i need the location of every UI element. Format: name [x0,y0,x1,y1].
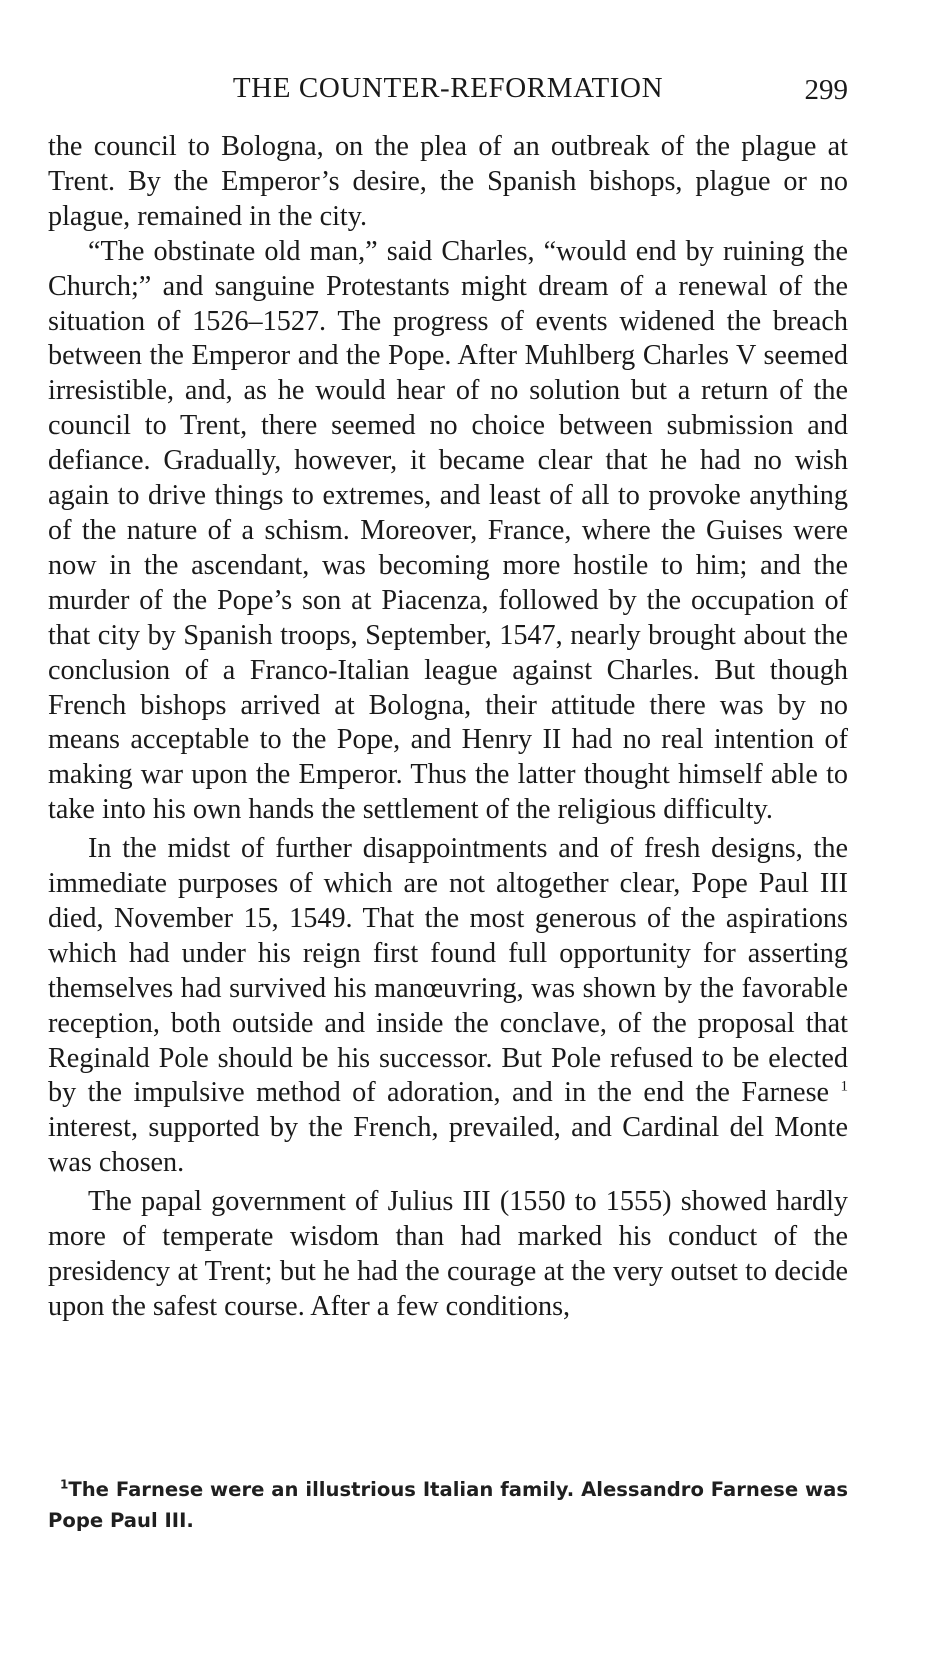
paragraph-3 [48,832,848,1181]
footnote [48,1474,848,1536]
paragraph-1: the council to Bologna, on the plea of an outbreak of the plague at Trent. By the Emperor’s desire, the Spanish bishops, plague or no plague, remained in the city. [48,131,848,232]
running-title: THE COUNTER-REFORMATION [232,72,664,104]
footnote-text: The Farnese were an illustrious Italian family. Alessandro Farnese was Pope Paul III. [48,1478,848,1532]
running-head [48,68,848,112]
body-text [48,130,848,1325]
footnote-marker: 1 [60,1477,69,1492]
paragraph-2: “The obstinate old man,” said Charles, “would end by ruining the Church;” and sanguine Protestants might dream of a renewal of the situation of 1526–1527. The progress of events widened the breach between the Emperor and the Pope. After Muhlberg Charles V seemed irresistible, and, as he would hear of no solution but a return of the council to Trent, there seemed no choice between submission and defiance. Gradually, however, it became clear that he had no wish again to drive things to extremes, and least of all to provoke anything of the nature of a schism. Moreover, France, where the Guises were now in the ascendant, was becoming more hostile to him; and the murder of the Pope’s son at Piacenza, followed by the occupation of that city by Spanish troops, September, 1547, nearly brought about the conclusion of a Franco-Italian league against Charles. But though French bishops arrived at Bologna, their attitude there was by no means acceptable to the Pope, and Henry II had no real intention of making war upon the Emperor. Thus the latter thought himself able to take into his own hands the settlement of the religious difficulty. [48,235,848,826]
paragraph-3-continuation: interest, supported by the French, prevailed, and Cardinal del Monte was chosen. [48,1112,848,1179]
book-page [48,0,848,1663]
page-number: 299 [804,74,848,106]
footnote-reference: 1 [840,1079,849,1096]
paragraph-4: The papal government of Julius III (1550 to 1555) showed hardly more of temperate wisdom than had marked his conduct of the presidency at Trent; but he had the courage at the very outset to decide upon the safest course. After a few conditions, [48,1186,848,1322]
paragraph-3-text: In the midst of further disappointments and of fresh designs, the immediate purposes of which are not altogether clear, Pope Paul III died, November 15, 1549. That the most generous of the aspirations which had under his reign first found full opportunity for asserting themselves had survived his manœuvring, was shown by the favorable reception, both outside and inside the conclave, of the proposal that Reginald Pole should be his successor. But Pole refused to be elected by the impulsive method of adoration, and in the end the Farnese [48,833,848,1109]
